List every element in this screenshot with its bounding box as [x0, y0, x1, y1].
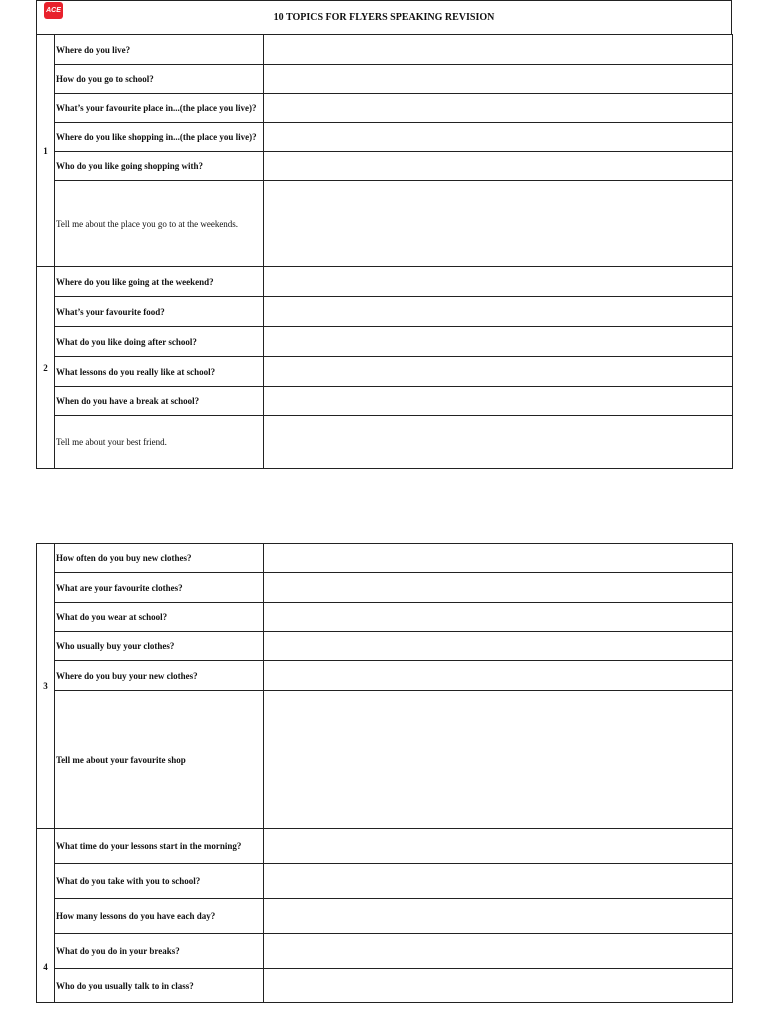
table-row — [37, 934, 733, 969]
answer-cell[interactable] — [264, 829, 733, 864]
question-cell: Who do you like going shopping with? — [55, 152, 264, 181]
table-row — [37, 327, 733, 357]
answer-cell[interactable] — [264, 327, 733, 357]
question-cell: Tell me about the place you go to at the weekends. — [55, 181, 264, 267]
answer-cell[interactable] — [264, 297, 733, 327]
question-cell: Who do you usually talk to in class? — [55, 969, 264, 1003]
page-title — [36, 0, 732, 34]
answer-cell[interactable] — [264, 94, 733, 123]
question-cell: What’s your favourite place in...(the place you live)? — [55, 94, 264, 123]
answer-cell[interactable] — [264, 181, 733, 267]
answer-cell[interactable] — [264, 691, 733, 829]
question-cell: How many lessons do you have each day? — [55, 899, 264, 934]
table-row — [37, 152, 733, 181]
answer-cell[interactable] — [264, 544, 733, 573]
table-row — [37, 123, 733, 152]
table-row — [37, 181, 733, 267]
question-cell: What are your favourite clothes? — [55, 573, 264, 603]
answer-cell[interactable] — [264, 934, 733, 969]
answer-cell[interactable] — [264, 65, 733, 94]
answer-cell[interactable] — [264, 123, 733, 152]
topics-table-page-1 — [36, 34, 733, 469]
answer-cell[interactable] — [264, 152, 733, 181]
table-row — [37, 603, 733, 632]
table-row — [37, 357, 733, 387]
table-row — [37, 416, 733, 469]
table-row — [37, 969, 733, 1003]
question-cell: What do you like doing after school? — [55, 327, 264, 357]
answer-cell[interactable] — [264, 969, 733, 1003]
question-cell: Tell me about your best friend. — [55, 416, 264, 469]
answer-cell[interactable] — [264, 864, 733, 899]
page-title-text: 10 TOPICS FOR FLYERS SPEAKING REVISION — [273, 12, 495, 23]
table-row — [37, 661, 733, 691]
table-row — [37, 632, 733, 661]
question-cell: What do you take with you to school? — [55, 864, 264, 899]
question-cell: What time do your lessons start in the morning? — [55, 829, 264, 864]
table-row — [37, 297, 733, 327]
table-row — [37, 65, 733, 94]
question-cell: What do you wear at school? — [55, 603, 264, 632]
question-cell: What’s your favourite food? — [55, 297, 264, 327]
table-row — [37, 94, 733, 123]
answer-cell[interactable] — [264, 357, 733, 387]
topic-number: 4 — [37, 829, 55, 1003]
answer-cell[interactable] — [264, 661, 733, 691]
answer-cell[interactable] — [264, 899, 733, 934]
answer-cell[interactable] — [264, 573, 733, 603]
question-cell: What do you do in your breaks? — [55, 934, 264, 969]
ace-logo: ACE — [44, 2, 63, 19]
topic-number: 1 — [37, 35, 55, 267]
question-cell: How do you go to school? — [55, 65, 264, 94]
answer-cell[interactable] — [264, 35, 733, 65]
table-row — [37, 387, 733, 416]
answer-cell[interactable] — [264, 632, 733, 661]
table-row — [37, 829, 733, 864]
table-row — [37, 573, 733, 603]
table-row — [37, 35, 733, 65]
topic-number: 2 — [37, 267, 55, 469]
table-row — [37, 864, 733, 899]
answer-cell[interactable] — [264, 387, 733, 416]
topic-number: 3 — [37, 544, 55, 829]
question-cell: Tell me about your favourite shop — [55, 691, 264, 829]
question-cell: How often do you buy new clothes? — [55, 544, 264, 573]
topics-table-page-2 — [36, 543, 733, 1003]
question-cell: Where do you buy your new clothes? — [55, 661, 264, 691]
table-row — [37, 544, 733, 573]
answer-cell[interactable] — [264, 603, 733, 632]
table-row — [37, 899, 733, 934]
question-cell: Who usually buy your clothes? — [55, 632, 264, 661]
question-cell: Where do you live? — [55, 35, 264, 65]
question-cell: Where do you like shopping in...(the place you live)? — [55, 123, 264, 152]
answer-cell[interactable] — [264, 267, 733, 297]
question-cell: When do you have a break at school? — [55, 387, 264, 416]
question-cell: What lessons do you really like at school? — [55, 357, 264, 387]
answer-cell[interactable] — [264, 416, 733, 469]
table-row — [37, 691, 733, 829]
question-cell: Where do you like going at the weekend? — [55, 267, 264, 297]
table-row — [37, 267, 733, 297]
